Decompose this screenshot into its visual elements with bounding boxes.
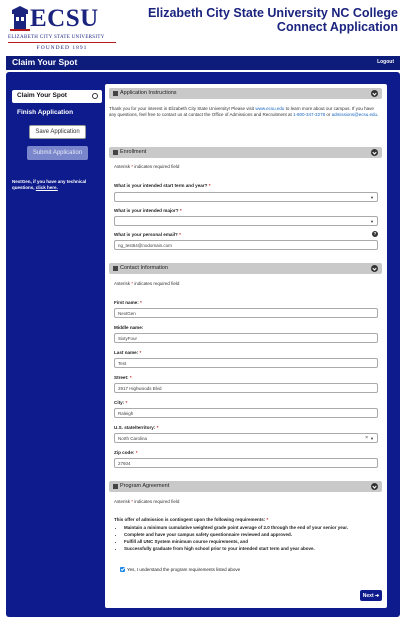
required-note-text: indicates required field bbox=[134, 164, 180, 169]
requirements-list bbox=[124, 524, 379, 552]
required-note-text: indicates required field bbox=[134, 281, 180, 286]
chevron-down-icon: ▼ bbox=[370, 218, 374, 224]
section-square-icon bbox=[113, 150, 118, 155]
phone-link[interactable]: 1-800-347-3278 bbox=[293, 112, 326, 117]
major-select[interactable] bbox=[114, 216, 378, 226]
sidebar-item-finish-application[interactable]: Finish Application bbox=[17, 109, 74, 116]
clear-x-icon[interactable]: × bbox=[365, 435, 368, 441]
instructions-part-2: to learn more about our campus. If you have any questions, feel free to contact us at contact the Office of Admissions and Recruitment at bbox=[109, 106, 374, 117]
state-select[interactable] bbox=[114, 433, 378, 443]
email-field[interactable]: ng_test64@nodomain.com bbox=[114, 240, 378, 250]
technical-help-text bbox=[12, 179, 100, 191]
logo-divider bbox=[8, 42, 116, 43]
page-header bbox=[0, 0, 406, 56]
admissions-email-link[interactable]: admissions@ecsu.edu bbox=[331, 112, 377, 117]
asterisk-label: Asterisk bbox=[114, 164, 131, 169]
list-item: • Successfully graduate from high school prior to your intended start term and year above. bbox=[124, 545, 379, 552]
list-item: • Complete and have your campus safety questionnaire reviewed and approved. bbox=[124, 531, 379, 538]
zip-field[interactable]: 27604 bbox=[114, 458, 378, 468]
section-square-icon bbox=[113, 266, 118, 271]
section-header-contact[interactable] bbox=[109, 263, 382, 274]
required-note bbox=[114, 281, 179, 287]
section-header-enrollment[interactable] bbox=[109, 147, 382, 158]
ecsu-logo[interactable] bbox=[8, 6, 116, 52]
logout-link[interactable]: Logout bbox=[377, 59, 394, 65]
instructions-text bbox=[109, 106, 381, 118]
first-name-label: First name: * bbox=[114, 300, 142, 305]
instructions-part-4: . bbox=[376, 112, 379, 117]
asterisk-symbol: * bbox=[131, 499, 134, 504]
next-button[interactable] bbox=[360, 590, 382, 601]
street-field[interactable]: 2917 Highwoods Blvd bbox=[114, 383, 378, 393]
email-label: What is your personal email? * bbox=[114, 232, 181, 237]
logo-subtitle: ELIZABETH CITY STATE UNIVERSITY bbox=[8, 35, 105, 40]
agreement-intro: This offer of admission is contingent upon the following requirements: * bbox=[114, 517, 269, 522]
start-term-select[interactable] bbox=[114, 192, 378, 202]
list-item: • Fulfill all UNC System minimum course requirements, and bbox=[124, 538, 379, 545]
agreement-checkbox-label[interactable]: Yes, I understand the program requirements listed above bbox=[127, 567, 241, 572]
help-text: NextGen, if you have any technical questions, bbox=[12, 179, 87, 190]
major-label: What is your intended major? * bbox=[114, 208, 182, 213]
middle-name-field[interactable]: SixtyFour bbox=[114, 333, 378, 343]
page-title: Claim Your Spot bbox=[12, 57, 78, 67]
asterisk-symbol: * bbox=[131, 164, 134, 169]
section-title: Program Agreement bbox=[120, 482, 170, 489]
logo-text: ECSU bbox=[30, 5, 99, 32]
asterisk-label: Asterisk bbox=[114, 499, 131, 504]
asterisk-label: Asterisk bbox=[114, 281, 131, 286]
section-title: Enrollment bbox=[120, 148, 147, 155]
collapse-chevron-icon bbox=[371, 265, 378, 272]
progress-circle-icon bbox=[92, 93, 98, 99]
last-name-label: Last name: * bbox=[114, 350, 142, 355]
section-square-icon bbox=[113, 91, 118, 96]
last-name-field[interactable]: Test bbox=[114, 358, 378, 368]
save-application-button[interactable]: Save Application bbox=[29, 125, 86, 139]
section-title: Contact Information bbox=[120, 264, 168, 271]
chevron-down-icon: ▼ bbox=[370, 194, 374, 200]
required-note bbox=[114, 499, 179, 505]
state-label: U.S. state/territory: * bbox=[114, 425, 159, 430]
instructions-part-3: or bbox=[326, 112, 331, 117]
collapse-chevron-icon bbox=[371, 149, 378, 156]
chevron-down-icon: ▼ bbox=[370, 435, 374, 441]
city-field[interactable]: Raleigh bbox=[114, 408, 378, 418]
agreement-checkbox[interactable] bbox=[120, 567, 125, 572]
section-title: Application Instructions bbox=[120, 89, 177, 96]
middle-name-label: Middle name: bbox=[114, 325, 144, 330]
help-link[interactable]: click here. bbox=[35, 185, 58, 190]
submit-application-button[interactable]: Submit Application bbox=[27, 146, 88, 160]
section-header-agreement[interactable] bbox=[109, 481, 382, 492]
next-button-label: Next bbox=[362, 592, 374, 599]
section-square-icon bbox=[113, 484, 118, 489]
arrow-right-icon: ➔ bbox=[375, 592, 380, 599]
lighthouse-logo-icon bbox=[8, 6, 32, 32]
section-header-instructions[interactable] bbox=[109, 88, 382, 99]
city-label: City: * bbox=[114, 400, 128, 405]
list-item: • Maintain a minimum cumulative weighted grade point average of 2.0 through the end of your senior year. bbox=[124, 524, 379, 531]
application-title: Elizabeth City State University NC College Connect Application bbox=[147, 6, 398, 34]
start-term-label: What is your intended start term and year? * bbox=[114, 183, 211, 188]
zip-label: Zip code: * bbox=[114, 450, 138, 455]
collapse-chevron-icon bbox=[371, 90, 378, 97]
state-value: North Carolina bbox=[118, 436, 148, 441]
top-bar bbox=[6, 56, 400, 70]
ecsu-website-link[interactable]: www.ecsu.edu bbox=[255, 106, 285, 111]
collapse-chevron-icon bbox=[371, 483, 378, 490]
question-help-icon[interactable]: ? bbox=[373, 231, 377, 236]
sidebar-item-claim-your-spot[interactable] bbox=[12, 90, 102, 103]
required-note-text: indicates required field bbox=[134, 499, 180, 504]
asterisk-symbol: * bbox=[131, 281, 134, 286]
instructions-part-1: Thank you for your interest in Elizabeth City State University! Please visit bbox=[109, 106, 255, 111]
required-note bbox=[114, 164, 179, 170]
logo-founded: FOUNDED 1891 bbox=[36, 45, 88, 51]
first-name-field[interactable]: NextGen bbox=[114, 308, 378, 318]
street-label: Street: * bbox=[114, 375, 132, 380]
sidebar-item-label: Claim Your Spot bbox=[17, 92, 67, 99]
